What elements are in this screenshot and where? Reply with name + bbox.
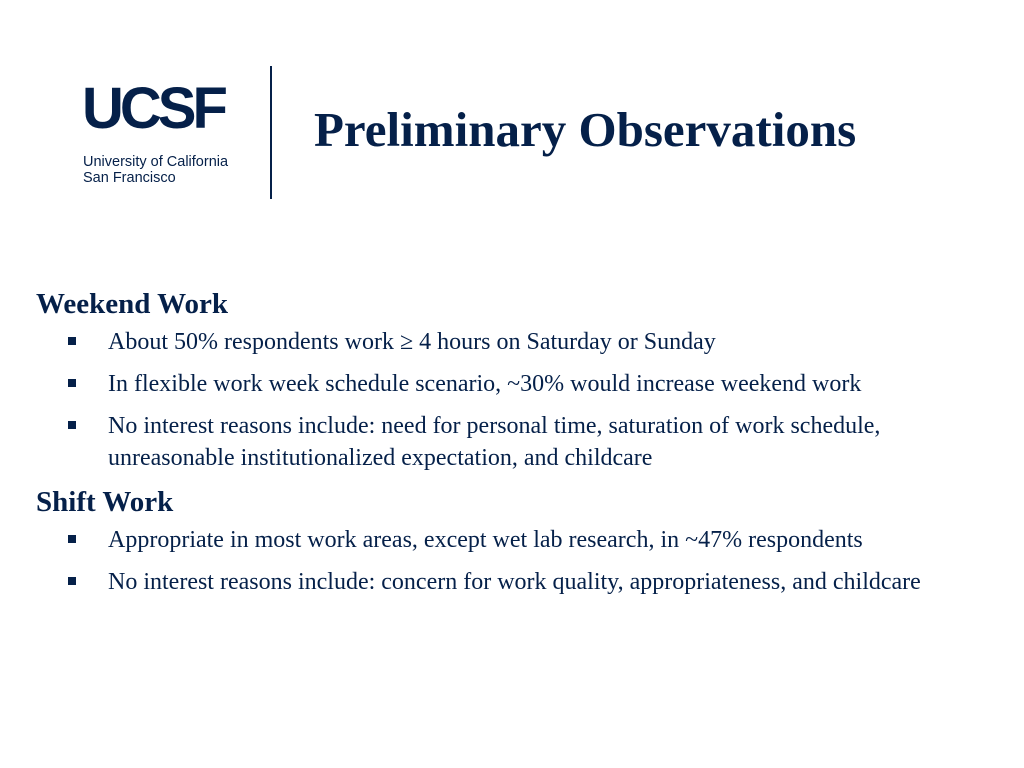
section-weekend-work — [36, 286, 1011, 474]
section-heading: Shift Work — [36, 486, 174, 518]
bullet-text: No interest reasons include: concern for work quality, appropriateness, and childcare — [108, 569, 921, 595]
bullet-item — [36, 524, 1011, 556]
ucsf-logo — [82, 76, 252, 190]
header-divider — [270, 66, 272, 199]
logo-mark: UCSF — [82, 76, 224, 141]
bullet-item — [36, 566, 1011, 598]
bullet-text: About 50% respondents work ≥ 4 hours on Saturday or Sunday — [108, 329, 716, 355]
bullet-item — [36, 368, 1011, 400]
section-shift-work — [36, 484, 1011, 598]
slide-title: Preliminary Observations — [314, 102, 857, 157]
bullet-item — [36, 410, 1011, 474]
bullet-text: In flexible work week schedule scenario, ~30% would increase weekend work — [108, 371, 862, 397]
section-heading: Weekend Work — [36, 288, 229, 320]
square-bullet-icon — [68, 379, 76, 387]
square-bullet-icon — [68, 535, 76, 543]
bullet-list — [36, 524, 1011, 598]
slide-content — [36, 286, 1011, 608]
logo-university-line: University of California — [83, 154, 229, 170]
logo-city-line: San Francisco — [83, 170, 176, 186]
bullet-text: Appropriate in most work areas, except wet lab research, in ~47% respondents — [108, 527, 863, 553]
square-bullet-icon — [68, 421, 76, 429]
square-bullet-icon — [68, 577, 76, 585]
bullet-text: No interest reasons include: need for personal time, saturation of work schedule, unreasonable institutionalized expectation, and childcare — [108, 413, 881, 471]
square-bullet-icon — [68, 337, 76, 345]
bullet-item — [36, 326, 1011, 358]
bullet-list — [36, 326, 1011, 474]
